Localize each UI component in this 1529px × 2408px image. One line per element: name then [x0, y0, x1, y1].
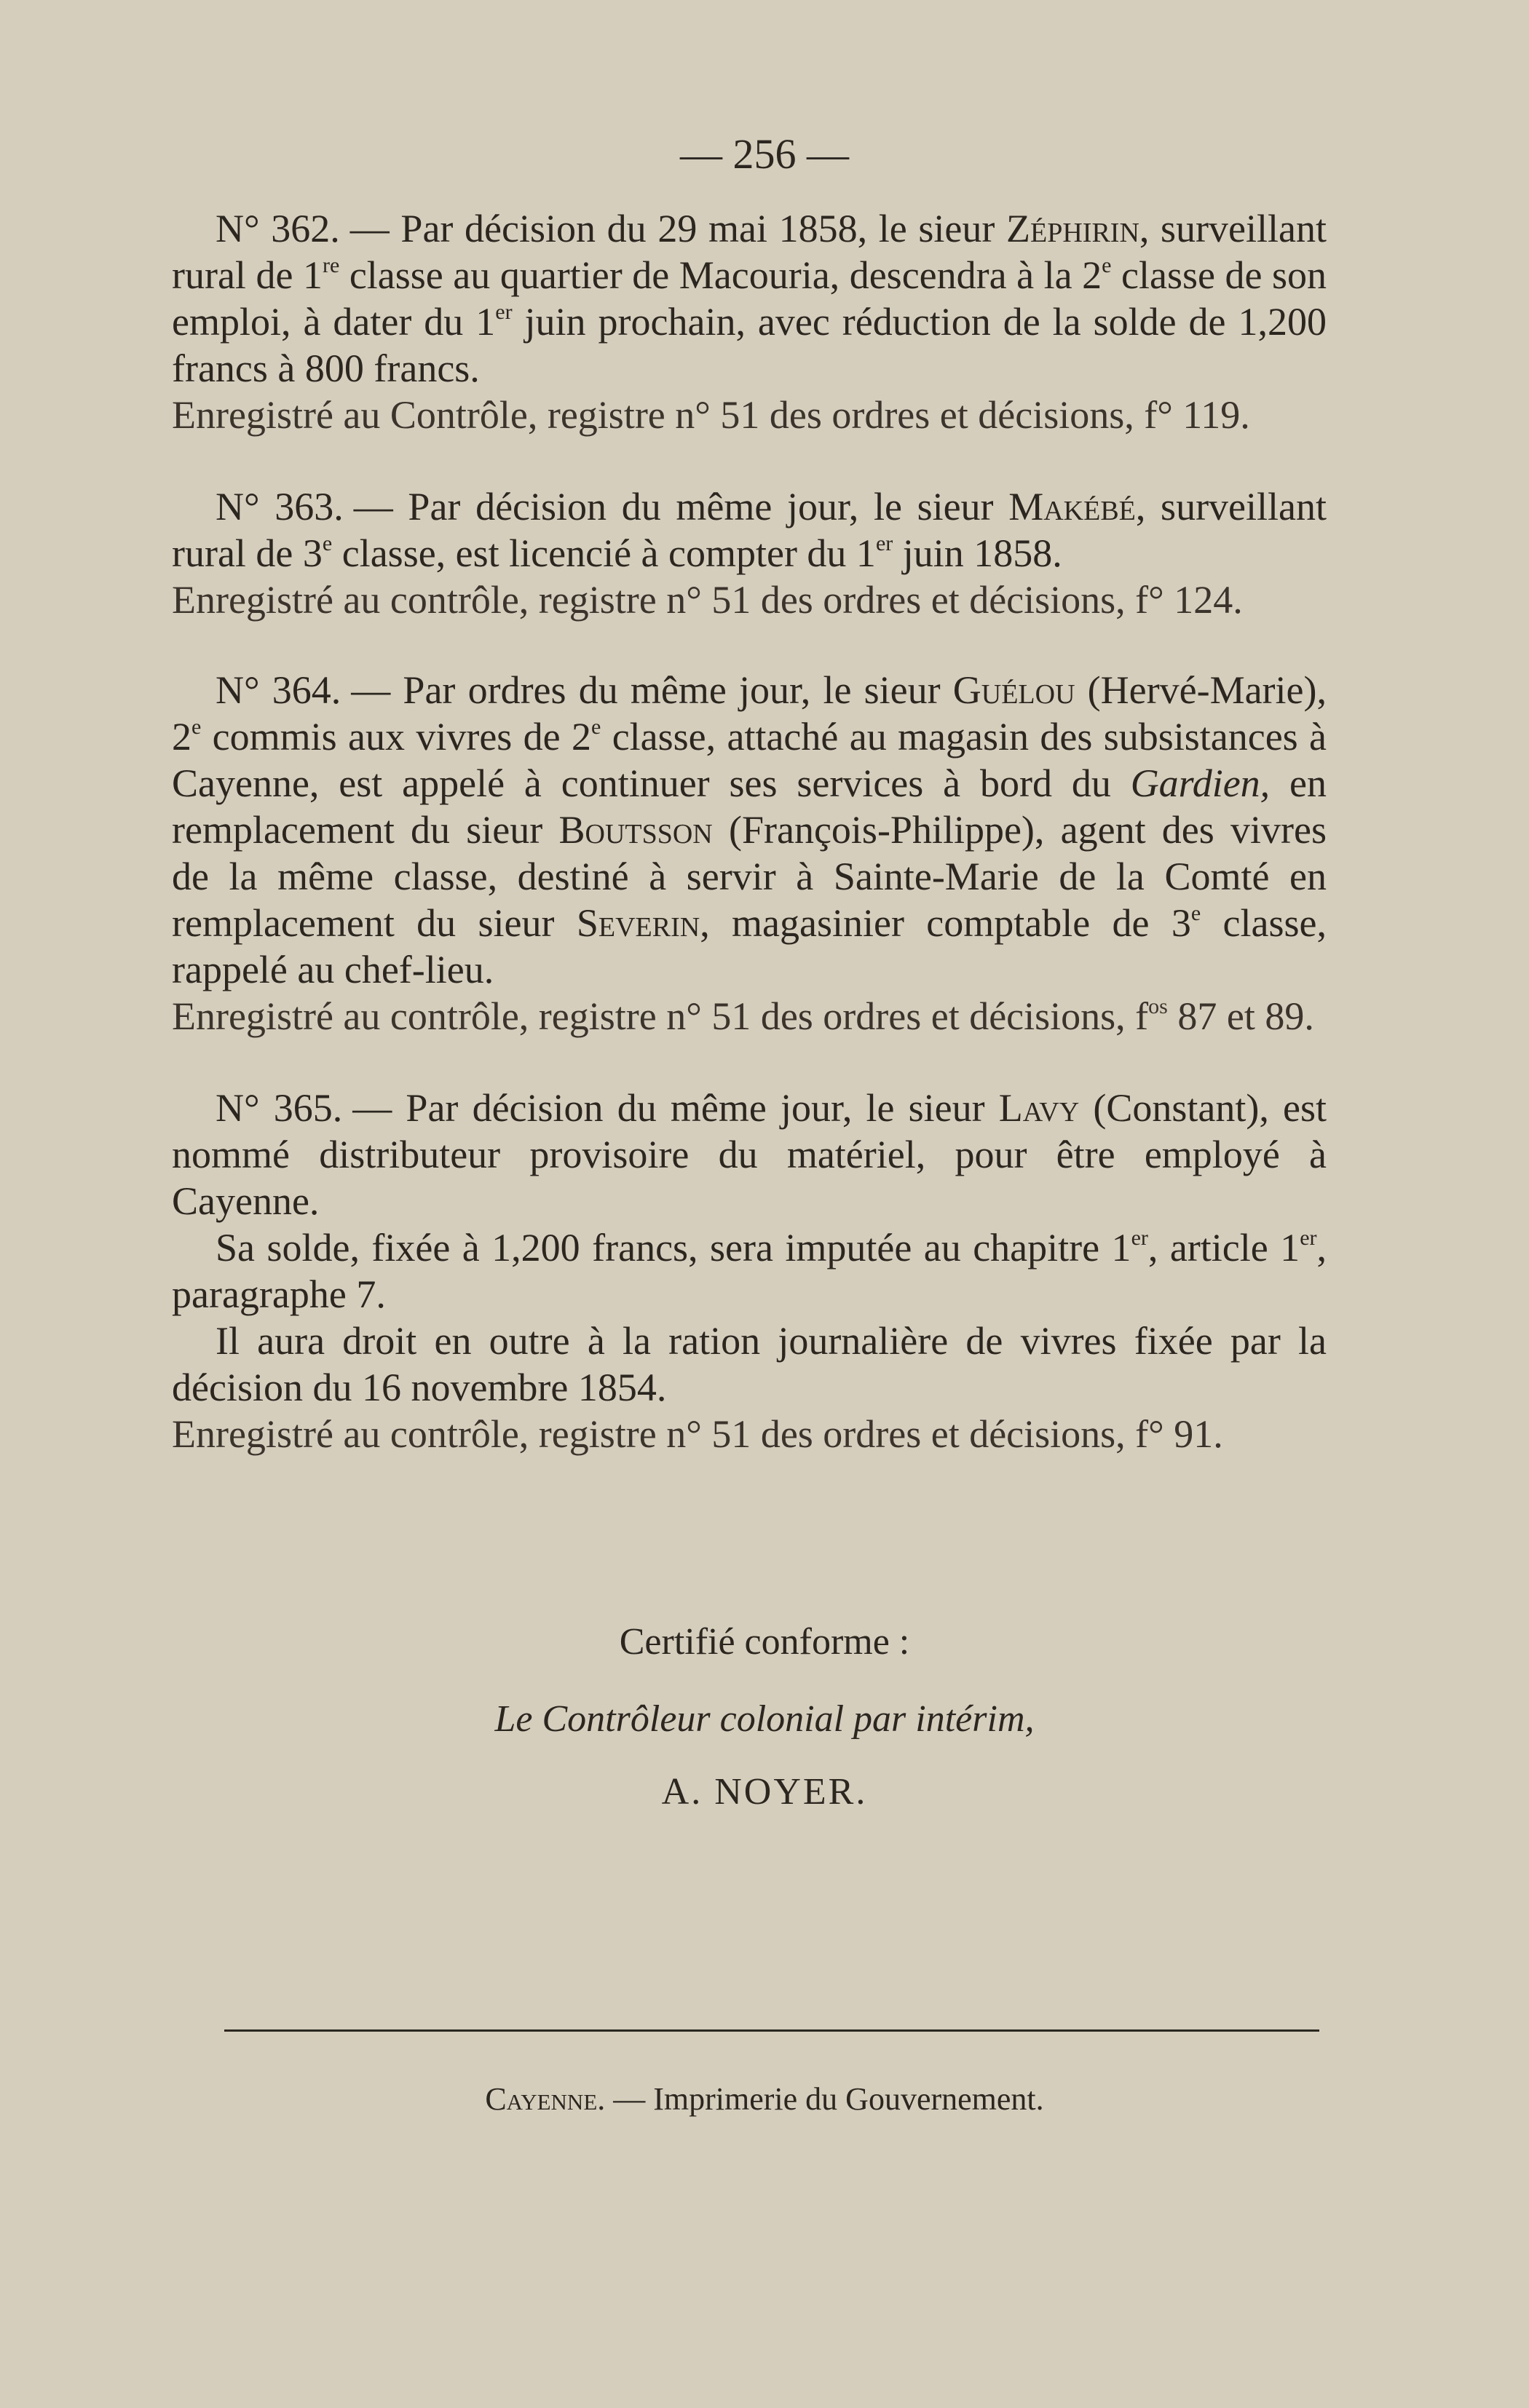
entry-body: N° 362. — Par décision du 29 mai 1858, le sieur Zéphirin, surveillant rural de 1re classe au quartier de Macouria, descendra à la 2e classe de son emploi, à dater du 1er juin prochain, avec réduction de la solde de 1,200 francs à 800 francs.: [172, 207, 1327, 390]
entry-body: N° 363. — Par décision du même jour, le sieur Makébé, surveillant rural de 3e classe, est licencié à compter du 1er juin 1858.: [172, 485, 1327, 575]
entry-number: N° 365.: [216, 1086, 343, 1130]
person-name: Lavy: [998, 1086, 1080, 1130]
signatory-name: A. NOYER.: [661, 1771, 868, 1813]
entry-paragraph: Il aura droit en outre à la ration journalière de vivres fixée par la décision du 16 novembre 1854.: [172, 1319, 1327, 1409]
registration-note: Enregistré au contrôle, registre n° 51 des ordres et décisions, $f^{os}$ 87 et 89.: [172, 994, 1314, 1038]
certification-line: Certifié conforme :: [619, 1621, 910, 1663]
entry-362: [172, 205, 1327, 438]
registration-note: Enregistré au Contrôle, registre n° 51 des ordres et décisions, f° 119.: [172, 393, 1250, 437]
entry-number: N° 363.: [216, 485, 344, 528]
entry-363: [172, 483, 1327, 623]
entry-number: N° 362.: [216, 207, 340, 250]
printer-footer: Cayenne. — Imprimerie du Gouvernement.: [485, 2081, 1044, 2117]
person-name: Boutsson: [558, 808, 713, 852]
entry-number: N° 364.: [216, 668, 341, 712]
registration-note: Enregistré au contrôle, registre n° 51 des ordres et décisions, f° 124.: [172, 578, 1243, 622]
person-name: Makébé: [1008, 485, 1136, 528]
person-name: Guélou: [952, 668, 1075, 712]
controller-title: Le Contrôleur colonial par intérim,: [494, 1698, 1035, 1740]
entry-body: N° 364. — Par ordres du même jour, le sieur Guélou (Hervé-Marie), 2e commis aux vivres de 2e classe, attaché au magasin des subsistances à Cayenne, est appelé à continuer ses services à bord du Gardien, en remplacement du sieur Boutsson (François-Philippe), agent des vivres de la même classe, destiné à servir à Sainte-Marie de la Comté en remplacement du sieur Severin, magasinier comptable de 3e classe, rappelé au chef-lieu.: [172, 668, 1327, 991]
entry-paragraph: Sa solde, fixée à 1,200 francs, sera imputée au chapitre 1er, article 1er, paragraphe 7.: [172, 1226, 1327, 1316]
person-name: Zéphirin: [1006, 207, 1139, 250]
entry-body: N° 365. — Par décision du même jour, le sieur Lavy (Constant), est nommé distributeur provisoire du matériel, pour être employé à Cayenne.: [172, 1086, 1327, 1223]
entry-364: [172, 667, 1327, 1039]
page-number: — 256 —: [680, 130, 849, 178]
ship-name: Gardien,: [1130, 761, 1271, 805]
entry-365: [172, 1085, 1327, 1457]
registration-note: Enregistré au contrôle, registre n° 51 des ordres et décisions, f° 91.: [172, 1412, 1223, 1456]
divider-rule: [224, 2029, 1319, 2032]
person-name: Severin: [576, 901, 700, 945]
